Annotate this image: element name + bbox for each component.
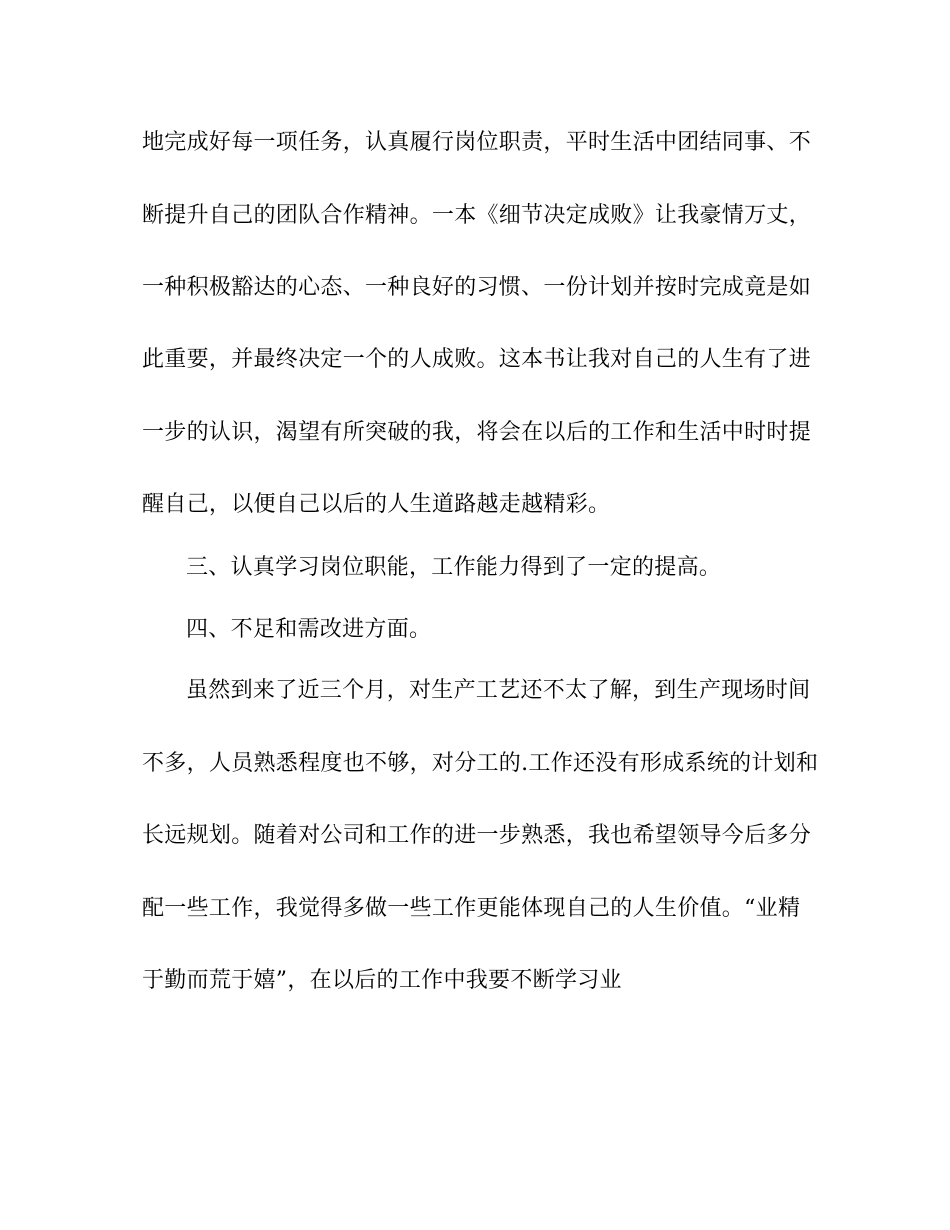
body-text-line: 断提升自己的团队合作精神。一本《细节决定成败》让我豪情万丈， [142,203,812,228]
body-text-line: 虽然到来了近三个月，对生产工艺还不太了解，到生产现场时间 [186,678,811,703]
body-text-line: 于勤而荒于嬉”，在以后的工作中我要不断学习业 [142,968,622,993]
body-text-line: 地完成好每一项任务，认真履行岗位职责，平时生活中团结同事、不 [142,130,812,155]
body-text-line: 不多，人员熟悉程度也不够，对分工的.工作还没有形成系统的计划和 [142,751,819,776]
section-heading: 四、不足和需改进方面。 [186,617,432,642]
body-text-line: 配一些工作，我觉得多做一些工作更能体现自己的人生价值。“业精 [142,896,801,921]
body-text-line: 醒自己，以便自己以后的人生道路越走越精彩。 [142,492,611,517]
body-text-line: 长远规划。随着对公司和工作的进一步熟悉，我也希望领导今后多分 [142,823,812,848]
section-heading: 三、认真学习岗位职能，工作能力得到了一定的提高。 [186,555,722,580]
body-text-line: 此重要，并最终决定一个的人成败。这本书让我对自己的人生有了进 [142,347,812,372]
body-text-line: 一种积极豁达的心态、一种良好的习惯、一份计划并按时完成竟是如 [142,275,812,300]
body-text-line: 一步的认识，渴望有所突破的我，将会在以后的工作和生活中时时提 [142,420,812,445]
